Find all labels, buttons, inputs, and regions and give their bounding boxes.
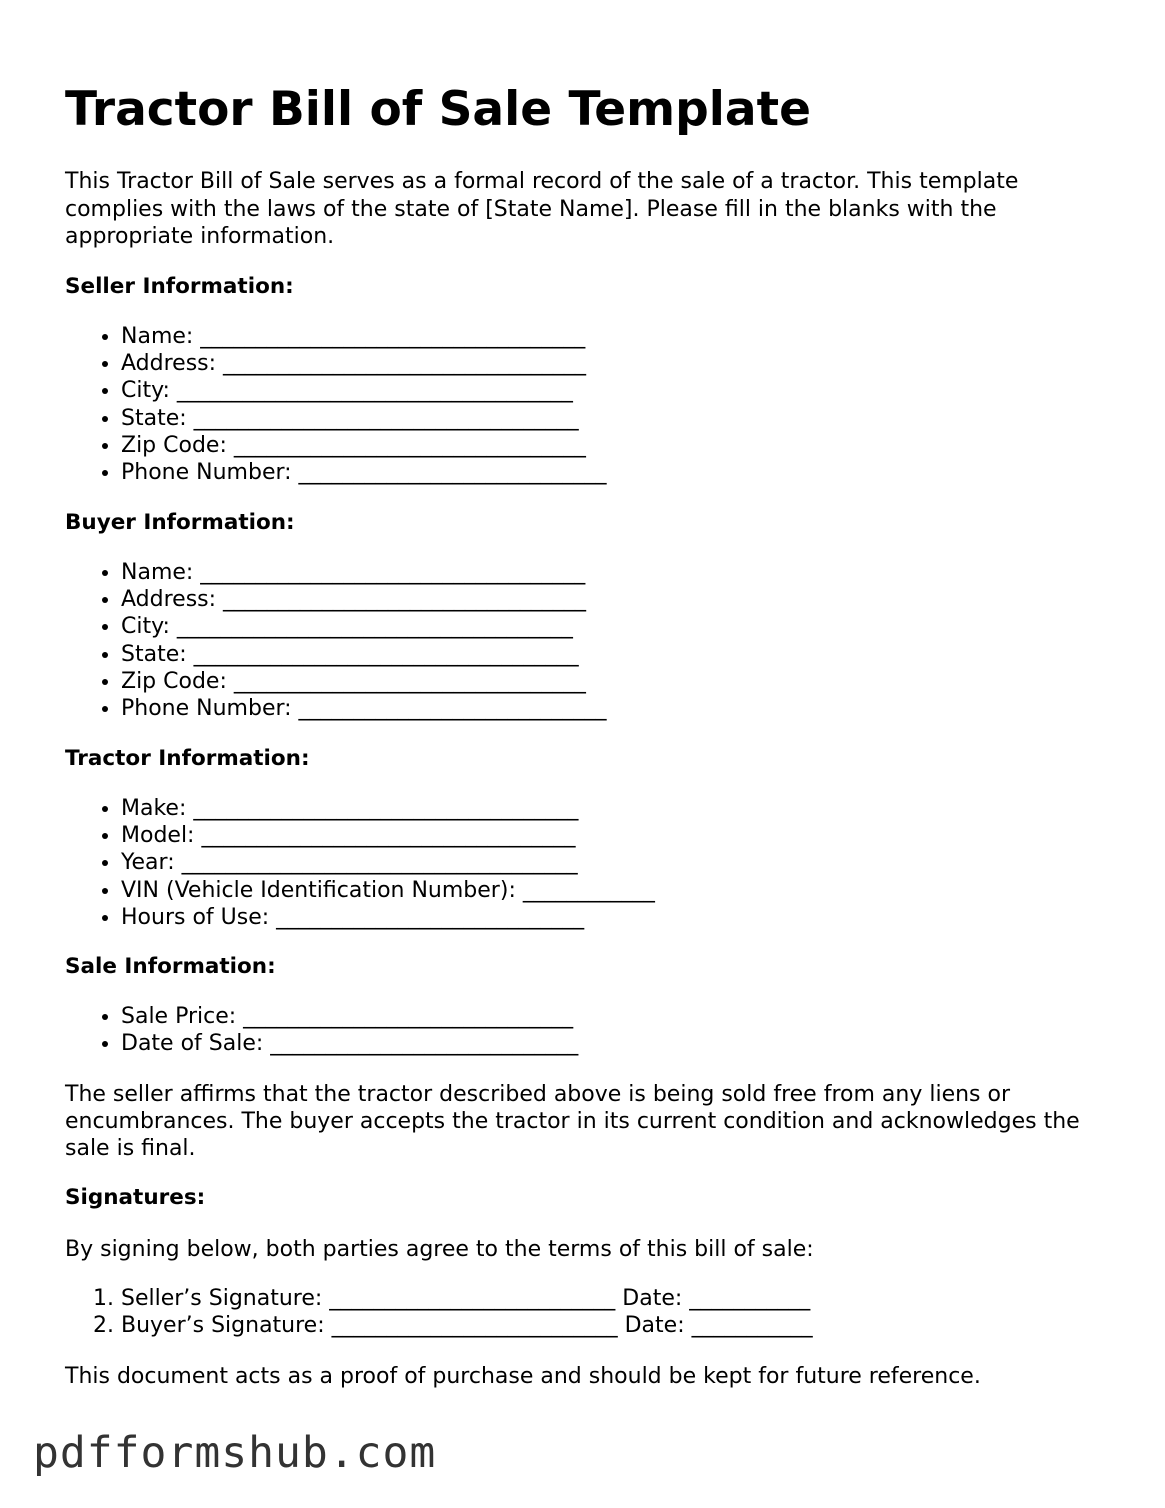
- affirmation-paragraph: The seller affirms that the tractor described above is being sold free from any liens or encumbrances. The buyer accepts the tractor in its current condition and acknowledges the sale is final.: [65, 1082, 1080, 1161]
- seller-phone-field: • Phone Number: ____________________________: [121, 459, 607, 486]
- tractor-hours-field: • Hours of Use: ____________________________: [121, 904, 655, 931]
- sale-date-field: • Date of Sale: ____________________________: [121, 1030, 578, 1057]
- sale-fields: [65, 1003, 578, 1057]
- buyer-heading: Buyer Information:: [65, 510, 295, 535]
- seller-fields: [65, 323, 607, 486]
- seller-state-field: • State: ___________________________________: [121, 405, 607, 432]
- tractor-year-field: • Year: ____________________________________: [121, 849, 655, 876]
- intro-paragraph: This Tractor Bill of Sale serves as a formal record of the sale of a tractor. This template complies with the laws of the state of [State Name]. Please fill in the blanks with the appropriate information.: [65, 169, 1019, 249]
- seller-address-field: • Address: _________________________________: [121, 350, 607, 377]
- tractor-vin-field: • VIN (Vehicle Identification Number): ____________: [121, 877, 655, 904]
- tractor-heading: Tractor Information:: [65, 746, 310, 771]
- buyer-phone-field: • Phone Number: ____________________________: [121, 695, 607, 722]
- tractor-model-field: • Model: __________________________________: [121, 822, 655, 849]
- buyer-zip-field: • Zip Code: ________________________________: [121, 668, 607, 695]
- page-title: Tractor Bill of Sale Template: [65, 82, 811, 137]
- seller-zip-field: • Zip Code: ________________________________: [121, 432, 607, 459]
- buyer-state-field: • State: ___________________________________: [121, 641, 607, 668]
- seller-signature-line: 1. Seller’s Signature: __________________________ Date: ___________: [121, 1285, 813, 1312]
- tractor-fields: [65, 795, 655, 931]
- buyer-fields: [65, 559, 607, 722]
- seller-city-field: • City: ____________________________________: [121, 377, 607, 404]
- buyer-name-field: • Name: ___________________________________: [121, 559, 607, 586]
- signatures-intro: By signing below, both parties agree to the terms of this bill of sale:: [65, 1237, 814, 1262]
- signatures-heading: Signatures:: [65, 1185, 206, 1210]
- watermark-text: pdfformshub.com: [33, 1428, 437, 1478]
- sale-price-field: • Sale Price: ______________________________: [121, 1003, 578, 1030]
- sale-heading: Sale Information:: [65, 954, 276, 979]
- buyer-city-field: • City: ____________________________________: [121, 613, 607, 640]
- seller-heading: Seller Information:: [65, 274, 294, 299]
- signature-lines: [65, 1285, 813, 1339]
- buyer-signature-line: 2. Buyer’s Signature: __________________________ Date: ___________: [121, 1312, 813, 1339]
- footer-note: This document acts as a proof of purchase and should be kept for future reference.: [65, 1364, 981, 1389]
- tractor-make-field: • Make: ___________________________________: [121, 795, 655, 822]
- seller-name-field: • Name: ___________________________________: [121, 323, 607, 350]
- buyer-address-field: • Address: _________________________________: [121, 586, 607, 613]
